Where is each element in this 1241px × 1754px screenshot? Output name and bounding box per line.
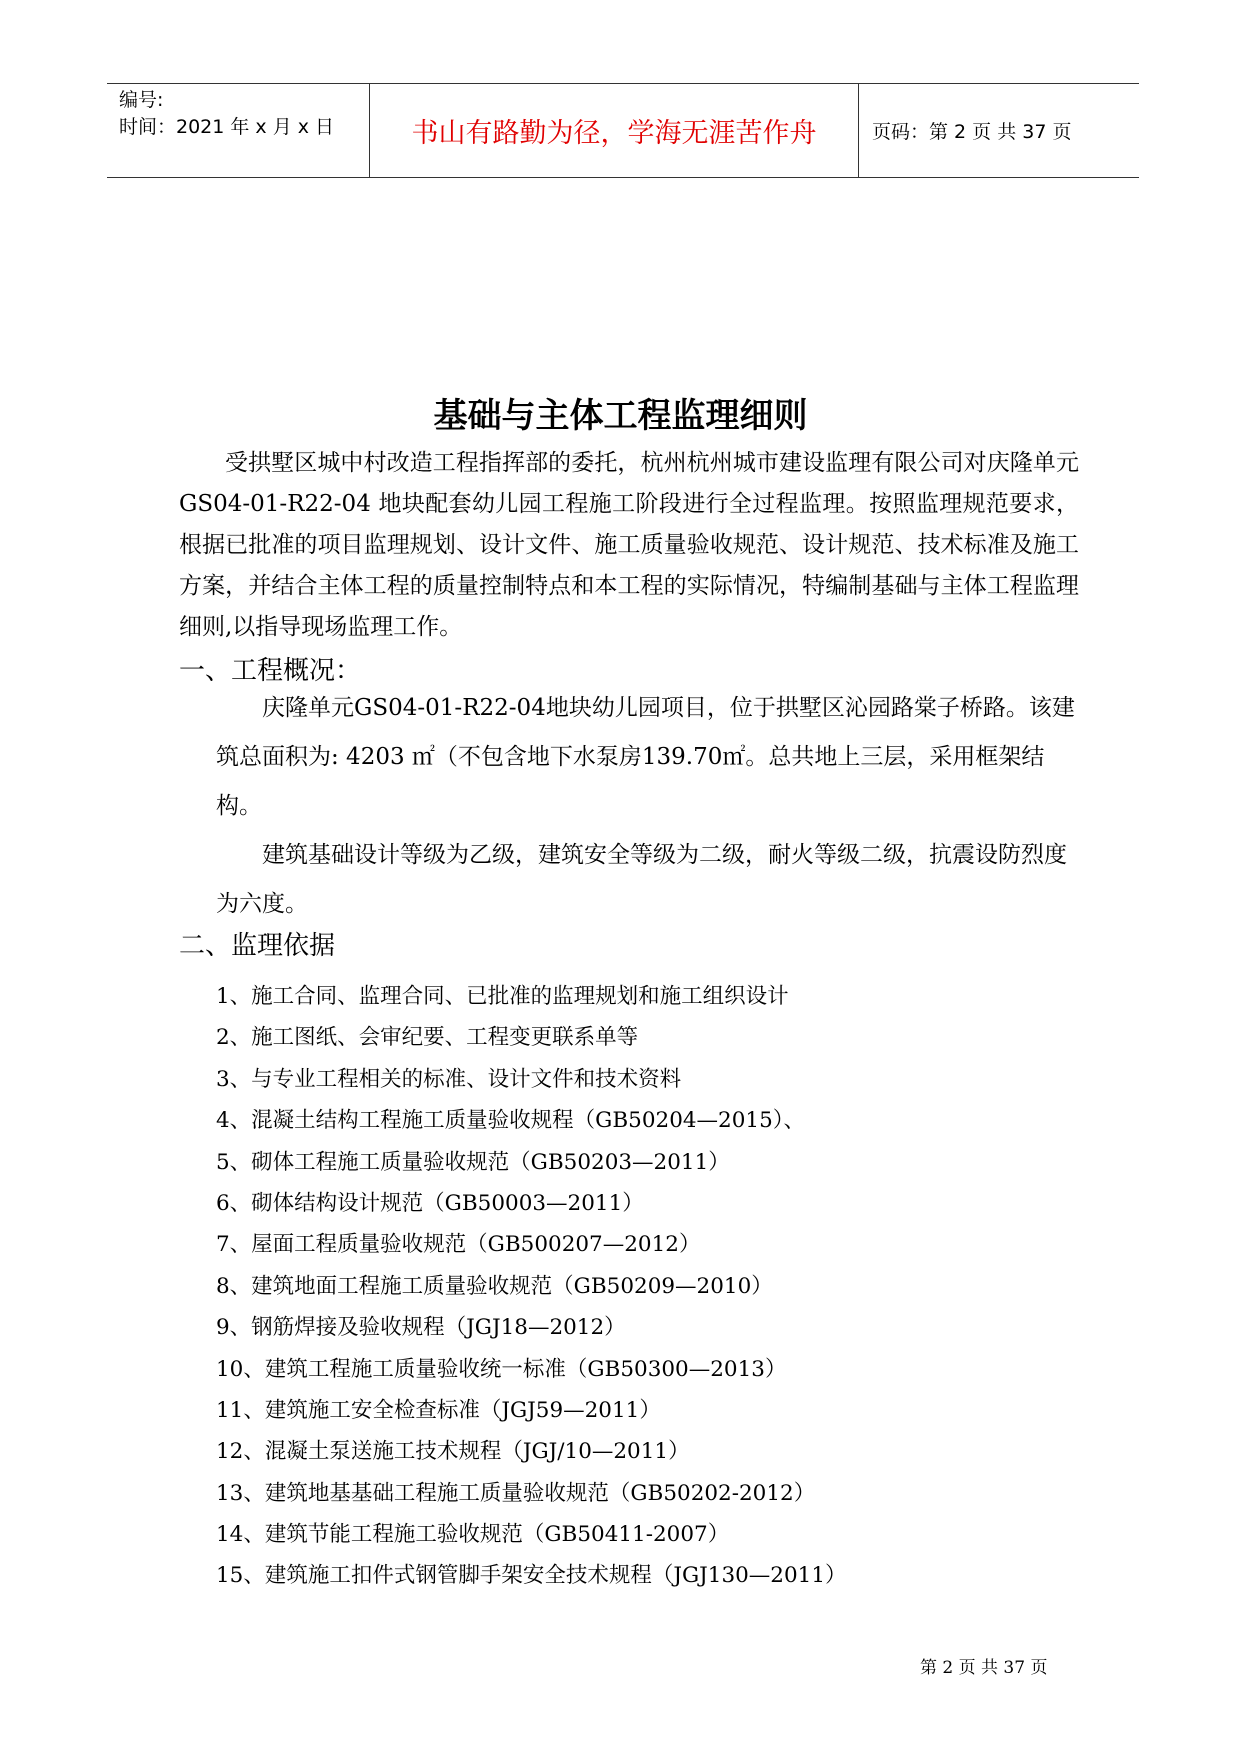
list-item: 15、建筑施工扣件式钢管脚手架安全技术规程（JGJ130—2011） <box>216 1563 847 1589</box>
basis-list <box>216 976 847 1597</box>
list-item: 2、施工图纸、会审纪要、工程变更联系单等 <box>216 1025 639 1051</box>
header-meta <box>107 84 370 177</box>
overview-paragraph-2: 建筑基础设计等级为乙级，建筑安全等级为二级，耐火等级二级，抗震设防烈度为六度。 <box>216 842 1067 917</box>
project-overview <box>216 684 1076 929</box>
document-number-label: 编号: <box>119 89 164 111</box>
document-time-label: 时间：2021 年 x 月 x 日 <box>119 116 335 138</box>
list-item: 4、混凝土结构工程施工质量验收规程（GB50204—2015）、 <box>216 1108 806 1134</box>
overview-paragraph-1: 庆隆单元GS04-01-R22-04地块幼儿园项目，位于拱墅区沁园路棠子桥路。该建筑总面积为: 4203 ㎡（不包含地下水泵房139.70㎡。总共地上三层，采用框架结构。 <box>216 695 1075 819</box>
section-2-heading: 二、监理依据 <box>179 931 336 961</box>
list-item: 11、建筑施工安全检查标准（JGJ59—2011） <box>216 1397 661 1423</box>
section-1-heading: 一、工程概况： <box>179 656 362 686</box>
list-item: 12、混凝土泵送施工技术规程（JGJ/10—2011） <box>216 1439 690 1465</box>
list-item: 9、钢筋焊接及验收规程（JGJ18—2012） <box>216 1315 626 1341</box>
list-item: 6、砌体结构设计规范（GB50003—2011） <box>216 1190 644 1216</box>
list-item: 13、建筑地基基础工程施工质量验收规范（GB50202-2012） <box>216 1480 816 1506</box>
list-item: 1、施工合同、监理合同、已批准的监理规划和施工组织设计 <box>216 984 789 1009</box>
header-motto: 书山有路勤为径，学海无涯苦作舟 <box>370 84 859 177</box>
list-item: 14、建筑节能工程施工验收规范（GB50411-2007） <box>216 1522 730 1548</box>
document-title: 基础与主体工程监理细则 <box>433 396 808 436</box>
header-page-number: 页码：第 2 页 共 37 页 <box>872 121 1072 143</box>
intro-text: 受拱墅区城中村改造工程指挥部的委托，杭州杭州城市建设监理有限公司对庆隆单元 GS04-01-R22-04 地块配套幼儿园工程施工阶段进行全过程监理。按照监理规范要求，根据已批准的项目监理规划、设计文件、施工质量验收规范、设计规范、技术标准及施工方案，并结合主体工程的质量控制特点和本工程的实际情况，特编制基础与主体工程监理细则,以指导现场监理工作。 <box>179 450 1079 640</box>
page-footer: 第 2 页 共 37 页 <box>920 1658 1048 1678</box>
list-item: 8、建筑地面工程施工质量验收规范（GB50209—2010） <box>216 1273 773 1299</box>
list-item: 5、砌体工程施工质量验收规范（GB50203—2011） <box>216 1149 730 1175</box>
list-item: 7、屋面工程质量验收规范（GB500207—2012） <box>216 1232 701 1258</box>
intro-paragraph <box>179 443 1079 648</box>
list-item: 10、建筑工程施工质量验收统一标准（GB50300—2013） <box>216 1356 787 1382</box>
list-item: 3、与专业工程相关的标准、设计文件和技术资料 <box>216 1066 682 1092</box>
page-header <box>107 83 1139 178</box>
